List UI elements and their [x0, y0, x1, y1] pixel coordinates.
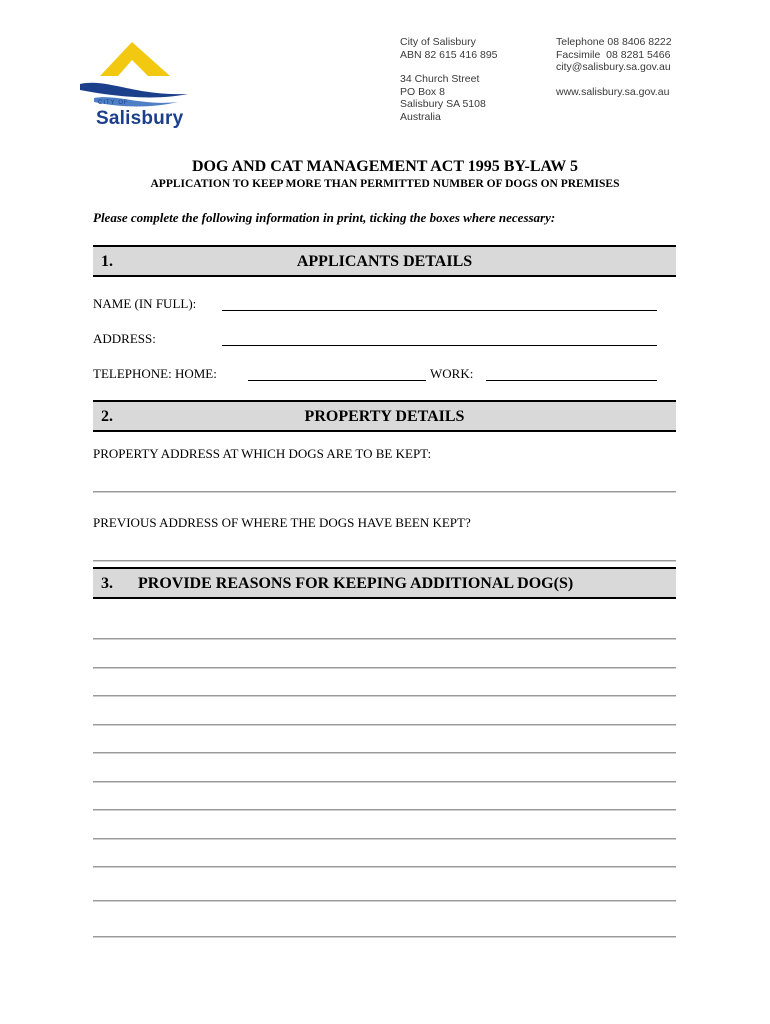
logo-name: Salisbury [96, 108, 184, 129]
name-label: NAME (IN FULL): [93, 296, 197, 311]
reasons-line[interactable] [93, 838, 676, 840]
previous-address-label: PREVIOUS ADDRESS OF WHERE THE DOGS HAVE BEEN KEPT? [93, 515, 471, 530]
property-address-field[interactable] [93, 491, 676, 493]
section-title: PROPERTY DETAILS [304, 408, 465, 425]
reasons-line[interactable] [93, 638, 676, 640]
contact-line: Facsimile 08 8281 5466 [556, 48, 671, 61]
section-number: 1. [101, 253, 113, 270]
telephone-home-label: TELEPHONE: HOME: [93, 366, 217, 381]
contact-line: City of Salisbury [400, 36, 476, 48]
contact-line: ABN 82 615 416 895 [400, 48, 498, 61]
address-label: ADDRESS: [93, 331, 156, 346]
reasons-line[interactable] [93, 809, 676, 811]
instructions-text: Please complete the following information in print, ticking the boxes where necessary: [93, 210, 556, 225]
section-header-applicants [93, 245, 676, 277]
reasons-line[interactable] [93, 900, 676, 902]
address-field[interactable] [222, 345, 657, 346]
contact-line: Salisbury SA 5108 [400, 98, 486, 111]
property-address-label: PROPERTY ADDRESS AT WHICH DOGS ARE TO BE KEPT: [93, 446, 432, 461]
section-number: 2. [101, 408, 113, 425]
reasons-line[interactable] [93, 936, 676, 938]
contact-line: www.salisbury.sa.gov.au [556, 85, 670, 98]
name-field[interactable] [222, 310, 657, 311]
contact-address-block [400, 36, 545, 124]
contact-phone-block [556, 36, 731, 98]
section-header-property [93, 400, 676, 432]
telephone-work-label: WORK: [430, 366, 474, 381]
contact-line: 34 Church Street [400, 73, 480, 86]
section-title: PROVIDE REASONS FOR KEEPING ADDITIONAL DOG(S) [138, 575, 574, 592]
contact-line: Australia [400, 110, 441, 123]
logo-small-text: CITY OF [98, 100, 129, 106]
reasons-line[interactable] [93, 695, 676, 697]
document-subtitle: APPLICATION TO KEEP MORE THAN PERMITTED NUMBER OF DOGS ON PREMISES [150, 178, 620, 190]
section-title: APPLICANTS DETAILS [296, 253, 473, 270]
telephone-work-field[interactable] [486, 380, 657, 381]
logo-mark-icon [78, 38, 193, 108]
previous-address-field[interactable] [93, 560, 676, 562]
document-title: DOG AND CAT MANAGEMENT ACT 1995 BY-LAW 5 [192, 158, 578, 175]
reasons-line[interactable] [93, 667, 676, 669]
section-number: 3. [101, 575, 113, 592]
reasons-line[interactable] [93, 781, 676, 783]
reasons-line[interactable] [93, 752, 676, 754]
reasons-line[interactable] [93, 724, 676, 726]
contact-line: Telephone 08 8406 8222 [556, 36, 672, 48]
contact-line: city@salisbury.sa.gov.au [556, 61, 671, 74]
city-of-salisbury-logo [78, 38, 193, 130]
section-header-reasons [93, 567, 676, 599]
reasons-line[interactable] [93, 866, 676, 868]
telephone-home-field[interactable] [248, 380, 426, 381]
contact-line: PO Box 8 [400, 85, 445, 98]
